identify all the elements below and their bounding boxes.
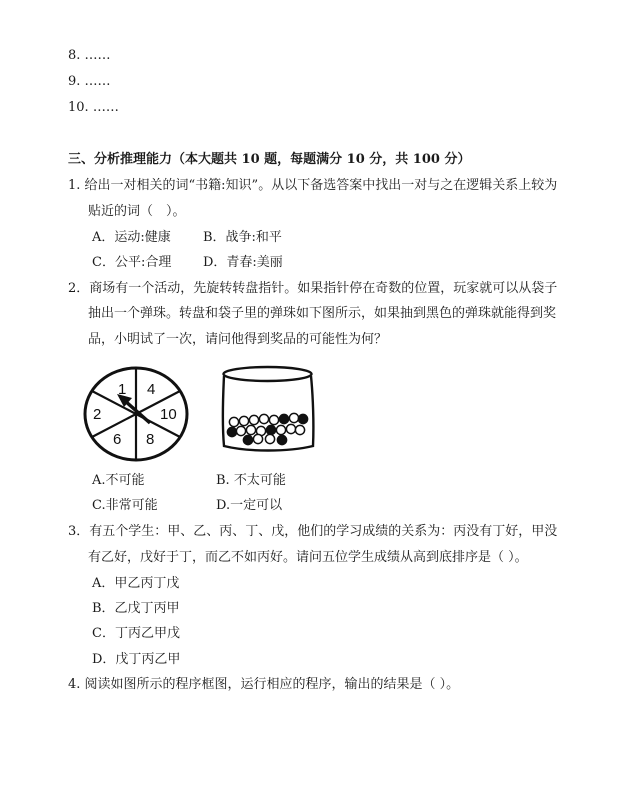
white-marble: [289, 413, 298, 422]
black-marble: [266, 425, 275, 434]
item-8: [68, 47, 111, 65]
white-marble: [259, 414, 268, 423]
q3-stem-line1: 3．有五个学生：甲、乙、丙、丁、戊，他们的学习成绩的关系为：丙没有丁好，甲没: [68, 524, 558, 539]
white-marble: [246, 425, 255, 434]
q3-option-c: C．丁丙乙甲戊: [92, 626, 180, 641]
q2-option-d: D.一定可以: [216, 498, 283, 513]
q2-option-a: A.不可能: [92, 473, 145, 488]
q1-stem-line2: 贴近的词（ ）。: [88, 204, 186, 219]
white-marble: [239, 416, 248, 425]
q1-stem-line1: 1. 给出一对相关的词“书籍:知识”。从以下备选答案中找出一对与之在逻辑关系上较为: [68, 178, 558, 193]
section-heading: 三、分析推理能力（本大题共 10 题，每题满分 10 分，共 100 分）: [68, 152, 471, 167]
item-9: [68, 73, 111, 91]
white-marble: [295, 425, 304, 434]
spinner-number-2: 2: [93, 406, 102, 423]
q2-stem-line3: 品，小明试了一次，请问他得到奖品的可能性为何？: [88, 332, 388, 347]
q1-option-a: A．运动:健康: [92, 230, 171, 245]
item-text: ……: [84, 48, 111, 63]
q3-option-a: A．甲乙丙丁戊: [92, 576, 180, 591]
q1-option-c: C．公平:合理: [92, 255, 172, 270]
q3-stem-line2: 有乙好，戊好于丁，而乙不如丙好。请问五位学生成绩从高到底排序是（ ）。: [88, 550, 528, 565]
q2-stem-line1: 2．商场有一个活动，先旋转转盘指针。如果指针停在奇数的位置，玩家就可以从袋子: [68, 281, 558, 296]
spinner-number-1: 1: [118, 381, 127, 398]
item-number: 10.: [68, 100, 89, 115]
white-marble: [249, 415, 258, 424]
marbles: [227, 413, 307, 444]
white-marble: [265, 434, 274, 443]
q3-option-b: B．乙戊丁丙甲: [92, 601, 180, 616]
q2-stem-line2: 抽出一个弹珠。转盘和袋子里的弹珠如下图所示，如果抽到黑色的弹珠就能得到奖: [88, 306, 557, 321]
white-marble: [253, 434, 262, 443]
black-marble: [279, 414, 288, 423]
q3-option-d: D．戊丁丙乙甲: [92, 652, 181, 667]
white-marble: [269, 415, 278, 424]
spinner-number-6: 6: [113, 431, 122, 448]
white-marble: [286, 424, 295, 433]
marble-bag-figure: [218, 362, 318, 456]
item-number: 9.: [68, 74, 81, 89]
item-number: 8.: [68, 48, 81, 63]
q1-option-d: D．青春:美丽: [203, 255, 283, 270]
q2-option-c: C.非常可能: [92, 498, 158, 513]
white-marble: [276, 425, 285, 434]
item-10: [68, 99, 119, 117]
spinner-number-4: 4: [147, 381, 156, 398]
q1-option-b: B．战争:和平: [203, 230, 282, 245]
spinner-number-10: 10: [160, 406, 177, 423]
q2-option-b: B. 不太可能: [216, 473, 286, 488]
black-marble: [277, 435, 286, 444]
black-marble: [298, 414, 307, 423]
item-text: ……: [84, 74, 111, 89]
bag-opening: [224, 367, 312, 381]
spinner-number-8: 8: [146, 431, 155, 448]
q4-stem-line1: 4. 阅读如图所示的程序框图，运行相应的程序，输出的结果是（ ）。: [68, 677, 460, 692]
white-marble: [236, 426, 245, 435]
spinner-figure: [80, 364, 192, 464]
black-marble: [227, 427, 236, 436]
item-text: ……: [92, 100, 119, 115]
white-marble: [229, 417, 238, 426]
black-marble: [243, 435, 252, 444]
